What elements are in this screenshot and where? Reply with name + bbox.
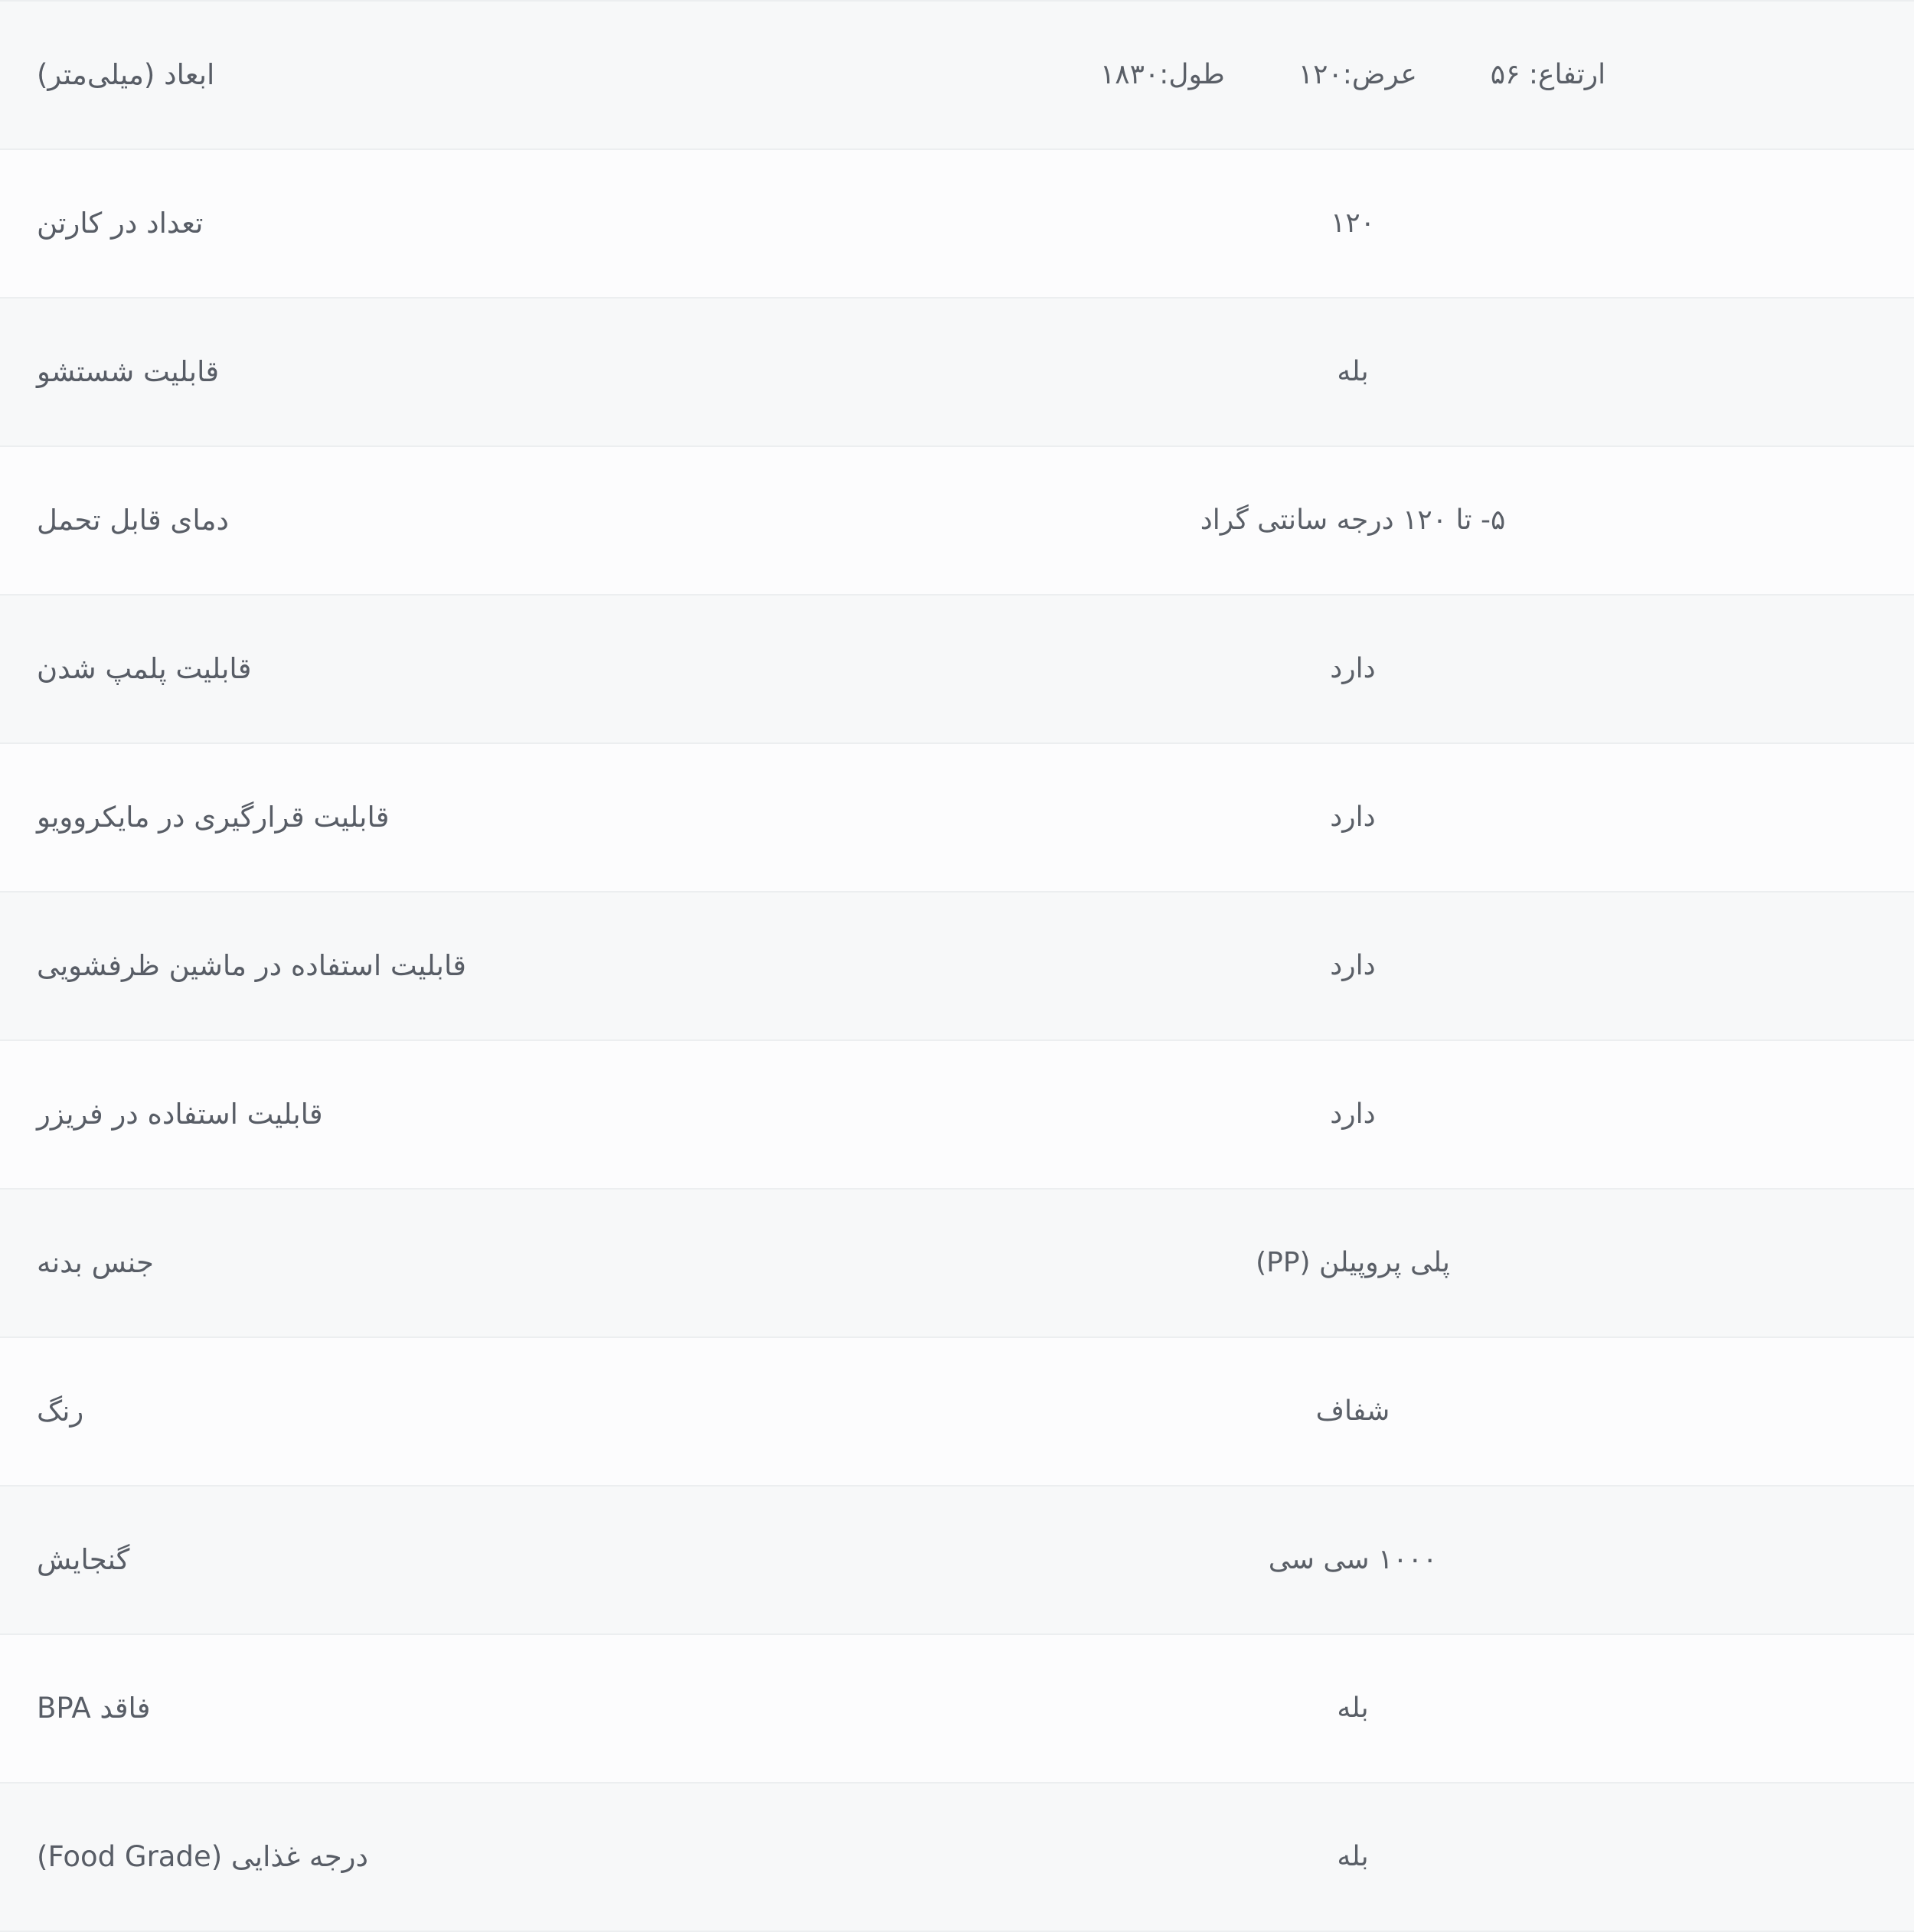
spec-value-cell [812, 1, 1914, 149]
spec-label-cell [0, 892, 812, 1040]
dimension-length: طول:۱۸۳۰ [1099, 59, 1225, 91]
spec-label-cell [0, 1337, 812, 1486]
spec-label-cell [0, 298, 812, 446]
spec-value-cell [812, 298, 1914, 446]
spec-label-cell [0, 1783, 812, 1931]
spec-label-cell [0, 446, 812, 595]
table-row [0, 1634, 1914, 1783]
spec-label-carton-count: تعداد در کارتن [37, 207, 204, 240]
table-row [0, 1486, 1914, 1634]
spec-value-cell [812, 446, 1914, 595]
spec-value-dishwasher-safe: دارد [1330, 950, 1376, 982]
spec-label-freezer-safe: قابلیت استفاده در فریزر [37, 1098, 323, 1131]
spec-value-microwave-safe: دارد [1330, 801, 1376, 834]
spec-label-dishwasher-safe: قابلیت استفاده در ماشین ظرفشویی [37, 949, 466, 983]
table-row [0, 743, 1914, 892]
spec-value-body-material: پلی پروپیلن (PP) [1256, 1247, 1450, 1279]
spec-value-cell [812, 1634, 1914, 1783]
spec-label-body-material: جنس بدنه [37, 1246, 154, 1280]
spec-label-bpa-free: فاقد BPA [37, 1692, 151, 1725]
spec-value-cell [812, 1040, 1914, 1189]
spec-label-washable: قابلیت شستشو [37, 355, 220, 389]
spec-label-sealable: قابلیت پلمپ شدن [37, 652, 252, 686]
table-row [0, 1337, 1914, 1486]
spec-label-cell [0, 1, 812, 149]
table-row [0, 298, 1914, 446]
table-row [0, 1189, 1914, 1337]
spec-value-cell [812, 149, 1914, 298]
table-row [0, 595, 1914, 743]
spec-value-sealable: دارد [1330, 653, 1376, 685]
spec-value-freezer-safe: دارد [1330, 1098, 1376, 1131]
spec-label-cell [0, 1040, 812, 1189]
spec-value-cell [812, 595, 1914, 743]
spec-value-temperature-range: ۵- تا ۱۲۰ درجه سانتی گراد [1200, 504, 1506, 537]
spec-value-washable: بله [1337, 356, 1369, 388]
spec-label-food-grade: درجه غذایی (Food Grade) [37, 1840, 368, 1874]
table-row [0, 1040, 1914, 1189]
spec-value-cell [812, 1783, 1914, 1931]
spec-value-cell [812, 892, 1914, 1040]
spec-label-cell [0, 595, 812, 743]
dimension-width: عرض:۱۲۰ [1298, 59, 1417, 91]
table-row [0, 1783, 1914, 1931]
spec-label-cell [0, 743, 812, 892]
spec-label-cell [0, 1486, 812, 1634]
spec-value-cell [812, 1337, 1914, 1486]
specifications-body [0, 1, 1914, 1931]
spec-label-cell [0, 1189, 812, 1337]
spec-label-dimensions: ابعاد (میلی‌متر) [37, 58, 215, 92]
spec-value-food-grade: بله [1337, 1841, 1369, 1873]
spec-value-color: شفاف [1315, 1395, 1390, 1428]
spec-value-capacity: ۱۰۰۰ سی سی [1268, 1544, 1438, 1576]
spec-label-temperature-range: دمای قابل تحمل [37, 504, 229, 537]
spec-value-cell [812, 743, 1914, 892]
spec-value-cell [812, 1486, 1914, 1634]
table-row [0, 1, 1914, 149]
spec-value-carton-count: ۱۲۰ [1330, 207, 1375, 240]
spec-value-cell [812, 1189, 1914, 1337]
spec-label-microwave-safe: قابلیت قرارگیری در مایکروویو [37, 801, 390, 834]
spec-label-cell [0, 1634, 812, 1783]
dimension-height: ارتفاع: ۵۶ [1490, 59, 1606, 91]
spec-label-color: رنگ [37, 1395, 84, 1428]
spec-value-bpa-free: بله [1337, 1692, 1369, 1725]
spec-label-cell [0, 149, 812, 298]
spec-label-capacity: گنجایش [37, 1543, 130, 1577]
table-row [0, 892, 1914, 1040]
table-row [0, 149, 1914, 298]
dimensions-group [828, 53, 1877, 97]
table-row [0, 446, 1914, 595]
